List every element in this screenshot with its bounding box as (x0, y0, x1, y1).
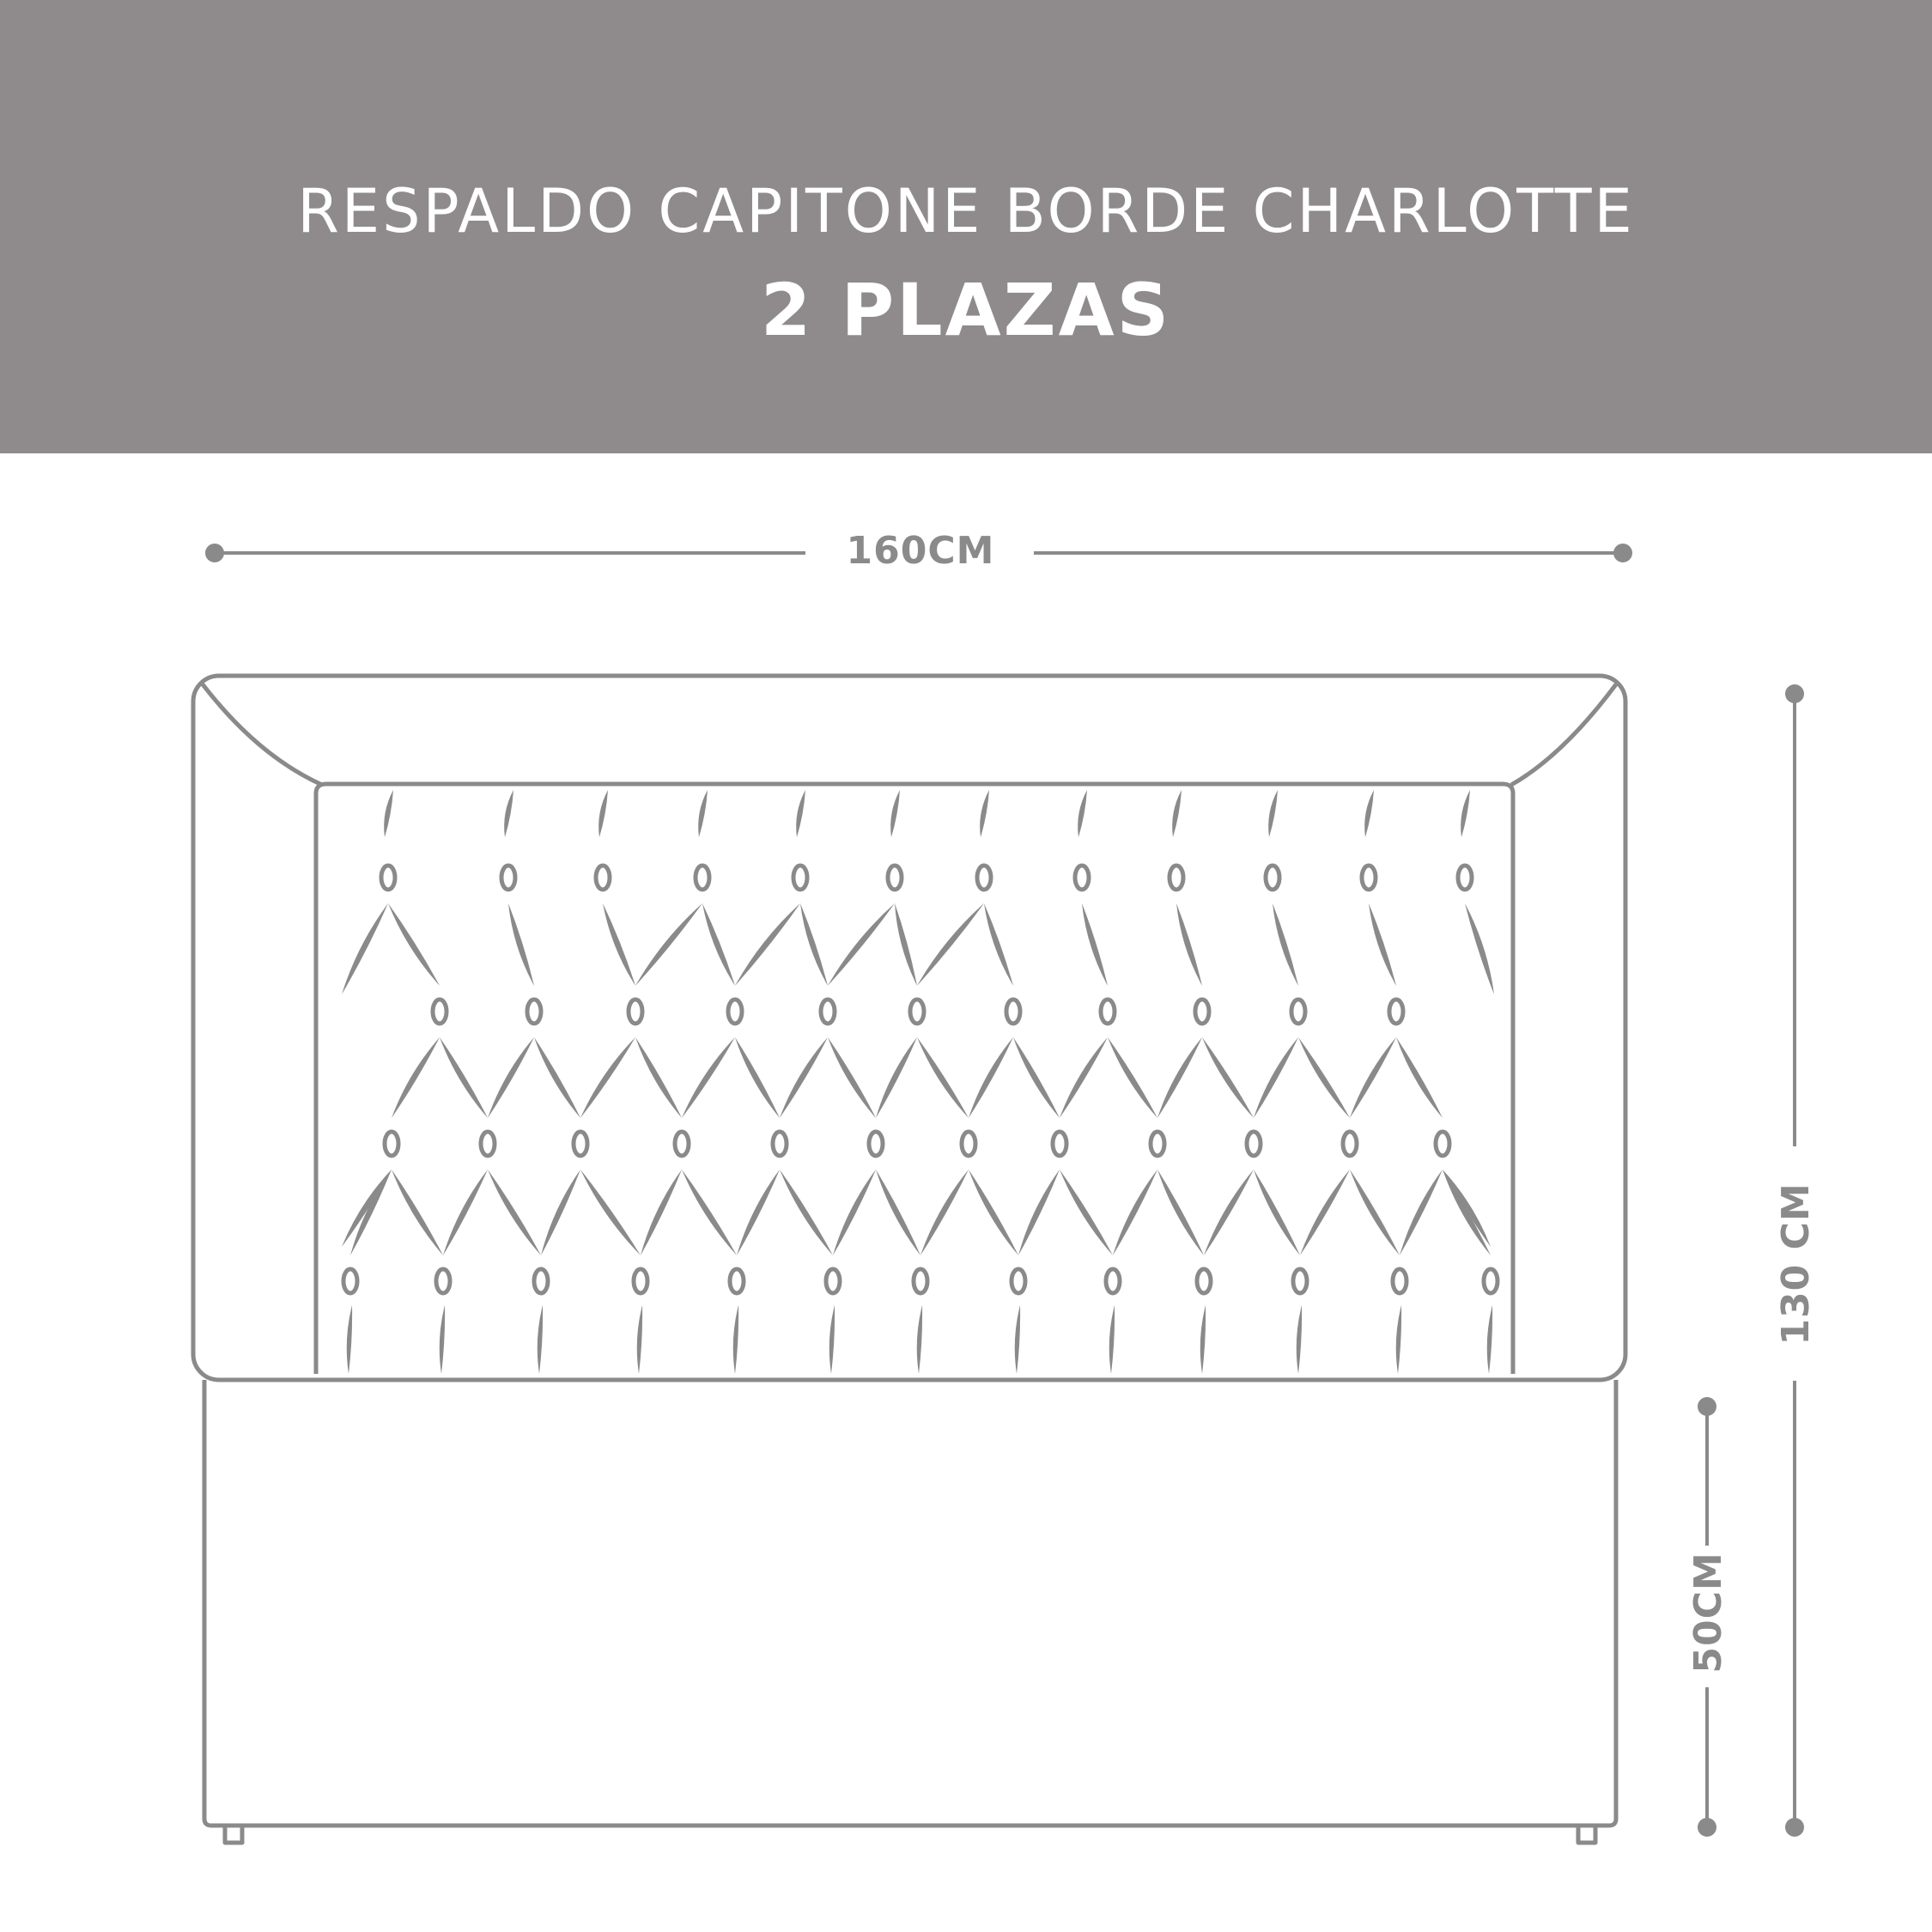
tuft-button (1266, 866, 1279, 890)
right-foot (1578, 1826, 1595, 1843)
tuft-button (1006, 999, 1020, 1024)
tuft-button (826, 1269, 840, 1293)
tuft-fold (1204, 1170, 1254, 1255)
headboard-base (204, 1380, 1616, 1826)
tuft-button (1170, 866, 1183, 890)
tuft-fold (1350, 1170, 1400, 1255)
headboard-frame (193, 676, 1625, 1380)
tuft-fold (1465, 903, 1494, 994)
tuft-fold (1078, 790, 1087, 837)
tuft-fold (1013, 1037, 1060, 1118)
tuft-button (501, 866, 515, 890)
total-height-dimension (1774, 684, 1818, 1837)
tuft-fold (780, 1037, 828, 1118)
tuft-fold (1018, 1170, 1060, 1255)
tuft-fold (1202, 1037, 1254, 1118)
tuft-fold (828, 1037, 876, 1118)
tuft-fold (580, 1037, 635, 1118)
tuft-button (888, 866, 902, 890)
tuft-button (436, 1269, 450, 1293)
tuft-button (1343, 1132, 1357, 1156)
tuft-button (574, 1132, 587, 1156)
tuft-fold (876, 1170, 920, 1255)
tuft-button (1151, 1132, 1164, 1156)
tuft-fold (1254, 1170, 1300, 1255)
tuft-button (629, 999, 642, 1024)
tuft-fold (534, 1037, 580, 1118)
tuft-fold (829, 1305, 835, 1374)
tuft-fold (1300, 1170, 1350, 1255)
left-foot (225, 1826, 242, 1843)
tuft-button (821, 999, 835, 1024)
tuft-button (433, 999, 447, 1024)
tufting-pattern (342, 790, 1498, 1374)
tuft-fold (1273, 903, 1298, 986)
tuft-fold (504, 790, 513, 837)
tuft-button (1436, 1132, 1449, 1156)
tuft-button (1291, 999, 1305, 1024)
tuft-button (1389, 999, 1403, 1024)
tuft-button (534, 1269, 548, 1293)
tuft-fold (488, 1037, 534, 1118)
tuft-fold (796, 790, 805, 837)
tuft-button (728, 999, 742, 1024)
total-height-label: 130 CM (1774, 1182, 1818, 1346)
tuft-fold (1461, 790, 1470, 837)
tuft-fold (1396, 1305, 1401, 1374)
tuft-fold (1297, 1305, 1302, 1374)
width-label: 160CM (846, 529, 995, 573)
tuft-button (385, 1132, 398, 1156)
tuft-fold (920, 1170, 969, 1255)
tuft-button (793, 866, 807, 890)
tuft-button (1012, 1269, 1025, 1293)
tuft-fold (1176, 903, 1202, 986)
tuft-fold (1108, 1037, 1157, 1118)
tuft-fold (1157, 1170, 1204, 1255)
tuft-fold (641, 1170, 682, 1255)
tuft-button (1197, 1269, 1211, 1293)
tuft-fold (984, 903, 1013, 986)
tuft-button (914, 1269, 927, 1293)
tuft-button (1195, 999, 1209, 1024)
tuft-fold (698, 790, 708, 837)
tuft-fold (350, 1170, 392, 1255)
tuft-fold (895, 903, 917, 986)
tuft-fold (1157, 1037, 1202, 1118)
base-height-dimension (1686, 1397, 1730, 1837)
tuft-button (730, 1269, 744, 1293)
tuft-fold (1172, 790, 1182, 837)
tuft-fold (1443, 1170, 1491, 1247)
tuft-fold (1060, 1170, 1113, 1255)
tuft-button (910, 999, 924, 1024)
product-size: 2 PLAZAS (760, 268, 1172, 352)
tuft-button (869, 1132, 883, 1156)
tuft-button (1293, 1269, 1307, 1293)
tuft-button (1247, 1132, 1261, 1156)
tuft-fold (969, 1170, 1018, 1255)
tuft-fold (917, 1037, 969, 1118)
tuft-fold (538, 1305, 543, 1374)
tuft-fold (1015, 1305, 1020, 1374)
tuft-button (1393, 1269, 1406, 1293)
width-dimension (205, 529, 1632, 573)
tuft-fold (342, 1170, 392, 1247)
tuft-fold (1369, 903, 1396, 986)
tuft-button (696, 866, 709, 890)
headboard-outline (193, 676, 1625, 1843)
tuft-fold (780, 1170, 833, 1255)
tuft-fold (488, 1170, 541, 1255)
tuft-fold (890, 790, 900, 837)
tuft-fold (1364, 790, 1374, 837)
tuft-fold (702, 903, 735, 986)
tuft-fold (1200, 1305, 1206, 1374)
tuft-fold (635, 1037, 682, 1118)
tuft-fold (1400, 1170, 1443, 1255)
tuft-button (1106, 1269, 1120, 1293)
tuft-fold (1298, 1037, 1350, 1118)
tuft-fold (388, 903, 440, 986)
product-title: RESPALDO CAPITONE BORDE CHARLOTTE (297, 176, 1635, 246)
tuft-fold (800, 903, 828, 986)
tuft-button (596, 866, 610, 890)
tuft-fold (682, 1037, 735, 1118)
tuft-button (675, 1132, 689, 1156)
tuft-button (1053, 1132, 1066, 1156)
tuft-fold (682, 1170, 737, 1255)
tuft-fold (440, 1037, 488, 1118)
tuft-button (773, 1132, 787, 1156)
tuft-fold (737, 1170, 780, 1255)
tuft-fold (603, 903, 635, 986)
tuft-fold (1082, 903, 1108, 986)
tuft-fold (580, 1170, 641, 1255)
tuft-button (634, 1269, 647, 1293)
tuft-button (1484, 1269, 1498, 1293)
tuft-fold (392, 1170, 443, 1255)
tuft-fold (440, 1305, 445, 1374)
tuft-button (1458, 866, 1472, 890)
tuft-fold (735, 1037, 780, 1118)
tuft-fold (1254, 1037, 1298, 1118)
tuft-fold (833, 1170, 876, 1255)
tuft-fold (1268, 790, 1278, 837)
tuft-fold (635, 903, 702, 986)
tuft-fold (342, 903, 388, 994)
tuft-fold (598, 790, 608, 837)
tuft-button (977, 866, 991, 890)
tuft-button (1101, 999, 1115, 1024)
tuft-button (1362, 866, 1376, 890)
tuft-button (527, 999, 541, 1024)
tuft-fold (347, 1305, 352, 1374)
tuft-fold (1060, 1037, 1108, 1118)
tuft-fold (969, 1037, 1013, 1118)
tuft-fold (917, 903, 984, 986)
tuft-fold (384, 790, 393, 837)
tuft-button (481, 1132, 495, 1156)
tuft-fold (1396, 1037, 1443, 1118)
tuft-fold (443, 1170, 488, 1255)
tuft-fold (980, 790, 989, 837)
base-height-label: 50CM (1686, 1552, 1730, 1674)
tuft-button (1075, 866, 1089, 890)
tuft-fold (917, 1305, 922, 1374)
tuft-fold (392, 1037, 440, 1118)
tuft-fold (733, 1305, 738, 1374)
tuft-fold (1487, 1305, 1492, 1374)
tuft-fold (828, 903, 895, 986)
tuft-fold (508, 903, 534, 986)
tuft-button (381, 866, 395, 890)
tuft-fold (541, 1170, 580, 1255)
tuft-button (962, 1132, 975, 1156)
tuft-fold (1113, 1170, 1157, 1255)
tuft-fold (1109, 1305, 1115, 1374)
tuft-fold (735, 903, 800, 986)
tuft-fold (876, 1037, 917, 1118)
tuft-fold (1350, 1037, 1396, 1118)
tuft-fold (637, 1305, 642, 1374)
tuft-button (343, 1269, 357, 1293)
